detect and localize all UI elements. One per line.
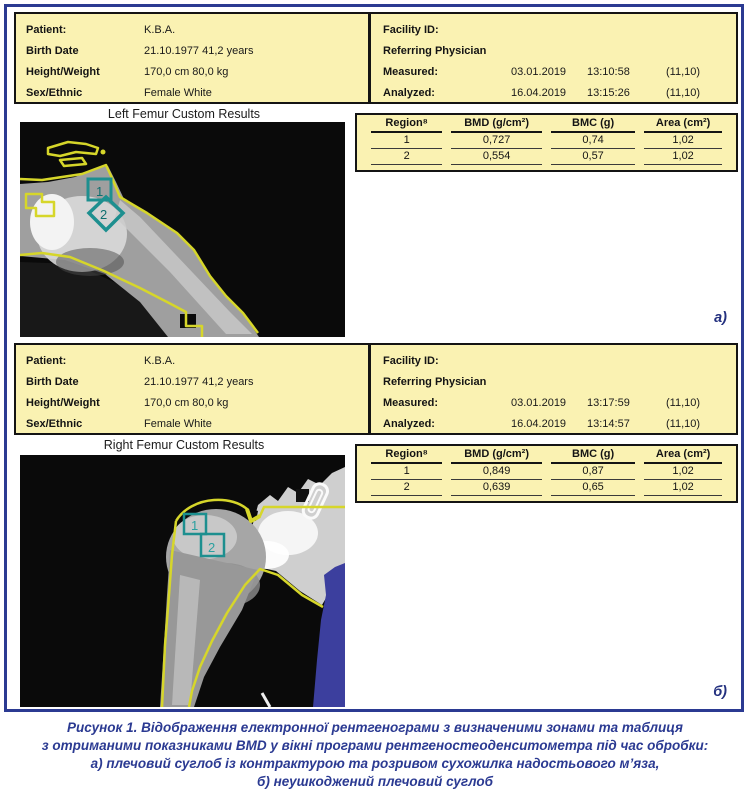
sex-ethnic-label: Sex/Ethnic: [26, 86, 83, 99]
col-header-bmc: BMC (g): [551, 115, 635, 133]
height-weight-label: Height/Weight: [26, 65, 100, 78]
bmc-cell: 0,74: [551, 133, 635, 149]
facility-id-label: Facility ID:: [383, 354, 439, 367]
measured-label: Measured:: [383, 396, 439, 409]
area-cell: 1,02: [644, 133, 722, 149]
contour-dot: [101, 150, 106, 155]
figure-caption: [0, 719, 750, 791]
caption-line: з отриманими показниками BMD у вікні програми рентгеностеоденситометра під час обробки:: [41, 738, 709, 753]
measured-date: 03.01.2019: [511, 396, 567, 409]
facility-row: [383, 40, 736, 61]
patient-label: Patient:: [26, 23, 67, 36]
bone-shadow: [56, 248, 124, 276]
results-header-row: [371, 446, 722, 464]
col-header-bmd: BMD (g/cm²): [451, 115, 542, 133]
bmc-cell: 0,57: [551, 149, 635, 165]
figure-frame: [4, 4, 744, 712]
patient-row: [26, 40, 368, 61]
facility-info-box-b: [369, 343, 738, 435]
height-weight-value: 170,0 cm 80,0 kg: [144, 65, 229, 78]
bmd-cell: 0,849: [451, 464, 542, 480]
roi-2-number: 2: [100, 207, 108, 222]
referring-physician-label: Referring Physician: [383, 375, 487, 388]
col-header-bmc: BMC (g): [551, 446, 635, 464]
measured-date: 03.01.2019: [511, 65, 567, 78]
area-cell: 1,02: [644, 480, 722, 496]
facility-row: [383, 82, 736, 103]
col-header-area: Area (cm²): [644, 115, 722, 133]
analyzed-extra: (11,10): [666, 417, 701, 430]
area-cell: 1,02: [644, 464, 722, 480]
col-header-bmd: BMD (g/cm²): [451, 446, 542, 464]
bmc-cell: 0,65: [551, 480, 635, 496]
facility-row: [383, 392, 736, 413]
patient-value: K.B.A.: [144, 23, 176, 36]
patient-row: [26, 82, 368, 103]
measured-extra: (11,10): [666, 65, 701, 78]
sex-ethnic-value: Female White: [144, 417, 212, 430]
results-header-row: [371, 115, 722, 133]
birthdate-label: Birth Date: [26, 44, 79, 57]
table-row: [371, 133, 722, 149]
table-row: [371, 464, 722, 480]
caption-line: б) неушкоджений плечовий суглоб: [257, 774, 493, 789]
results-table-a: [355, 113, 738, 172]
patient-row: [26, 371, 368, 392]
col-header-region: Region⁸: [371, 115, 442, 133]
patient-row: [26, 413, 368, 434]
birthdate-label: Birth Date: [26, 375, 79, 388]
facility-row: [383, 413, 736, 434]
right-shoulder-xray-image: [20, 455, 345, 707]
analyzed-extra: (11,10): [666, 86, 701, 99]
facility-row: [383, 371, 736, 392]
region-cell: 2: [371, 480, 442, 496]
table-row: [371, 480, 722, 496]
patient-row: [26, 61, 368, 82]
region-cell: 2: [371, 149, 442, 165]
results-table-b: [355, 444, 738, 503]
analyzed-date: 16.04.2019: [511, 417, 567, 430]
roi-2-number: 2: [208, 540, 216, 555]
table-row: [371, 149, 722, 165]
sex-ethnic-label: Sex/Ethnic: [26, 417, 83, 430]
measured-time: 13:10:58: [587, 65, 630, 78]
facility-row: [383, 19, 736, 40]
analyzed-time: 13:15:26: [587, 86, 630, 99]
panel-letter-a: а): [714, 310, 727, 326]
col-header-region: Region⁸: [371, 446, 442, 464]
height-weight-label: Height/Weight: [26, 396, 100, 409]
patient-label: Patient:: [26, 354, 67, 367]
measured-extra: (11,10): [666, 396, 701, 409]
area-cell: 1,02: [644, 149, 722, 165]
caption-line: Рисунок 1. Відображення електронної рентгенограми з визначеними зонами та таблиця: [67, 720, 683, 735]
facility-id-label: Facility ID:: [383, 23, 439, 36]
referring-physician-label: Referring Physician: [383, 44, 487, 57]
facility-row: [383, 61, 736, 82]
caption-line: а) плечовий суглоб із контрактурою та розривом сухожилка надостьового м’яза,: [90, 756, 660, 771]
left-shoulder-xray-image: [20, 122, 345, 337]
birthdate-value: 21.10.1977 41,2 years: [144, 44, 254, 57]
measured-time: 13:17:59: [587, 396, 630, 409]
height-weight-value: 170,0 cm 80,0 kg: [144, 396, 229, 409]
scan-title-right-femur: Right Femur Custom Results: [103, 438, 265, 452]
patient-value: K.B.A.: [144, 354, 176, 367]
analyzed-label: Analyzed:: [383, 86, 435, 99]
panel-letter-b: б): [713, 684, 727, 700]
facility-row: [383, 350, 736, 371]
sex-ethnic-value: Female White: [144, 86, 212, 99]
bmd-cell: 0,639: [451, 480, 542, 496]
scan-title-left-femur: Left Femur Custom Results: [107, 107, 261, 121]
roi-1-number: 1: [96, 184, 104, 199]
bmd-cell: 0,727: [451, 133, 542, 149]
patient-info-box-b: [14, 343, 370, 435]
facility-info-box-a: [369, 12, 738, 104]
region-cell: 1: [371, 133, 442, 149]
patient-row: [26, 350, 368, 371]
roi-1-number: 1: [191, 518, 199, 533]
analyzed-label: Analyzed:: [383, 417, 435, 430]
patient-row: [26, 19, 368, 40]
region-cell: 1: [371, 464, 442, 480]
analyzed-time: 13:14:57: [587, 417, 630, 430]
bmc-cell: 0,87: [551, 464, 635, 480]
measured-label: Measured:: [383, 65, 439, 78]
patient-row: [26, 392, 368, 413]
patient-info-box-a: [14, 12, 370, 104]
analyzed-date: 16.04.2019: [511, 86, 567, 99]
birthdate-value: 21.10.1977 41,2 years: [144, 375, 254, 388]
bmd-cell: 0,554: [451, 149, 542, 165]
col-header-area: Area (cm²): [644, 446, 722, 464]
